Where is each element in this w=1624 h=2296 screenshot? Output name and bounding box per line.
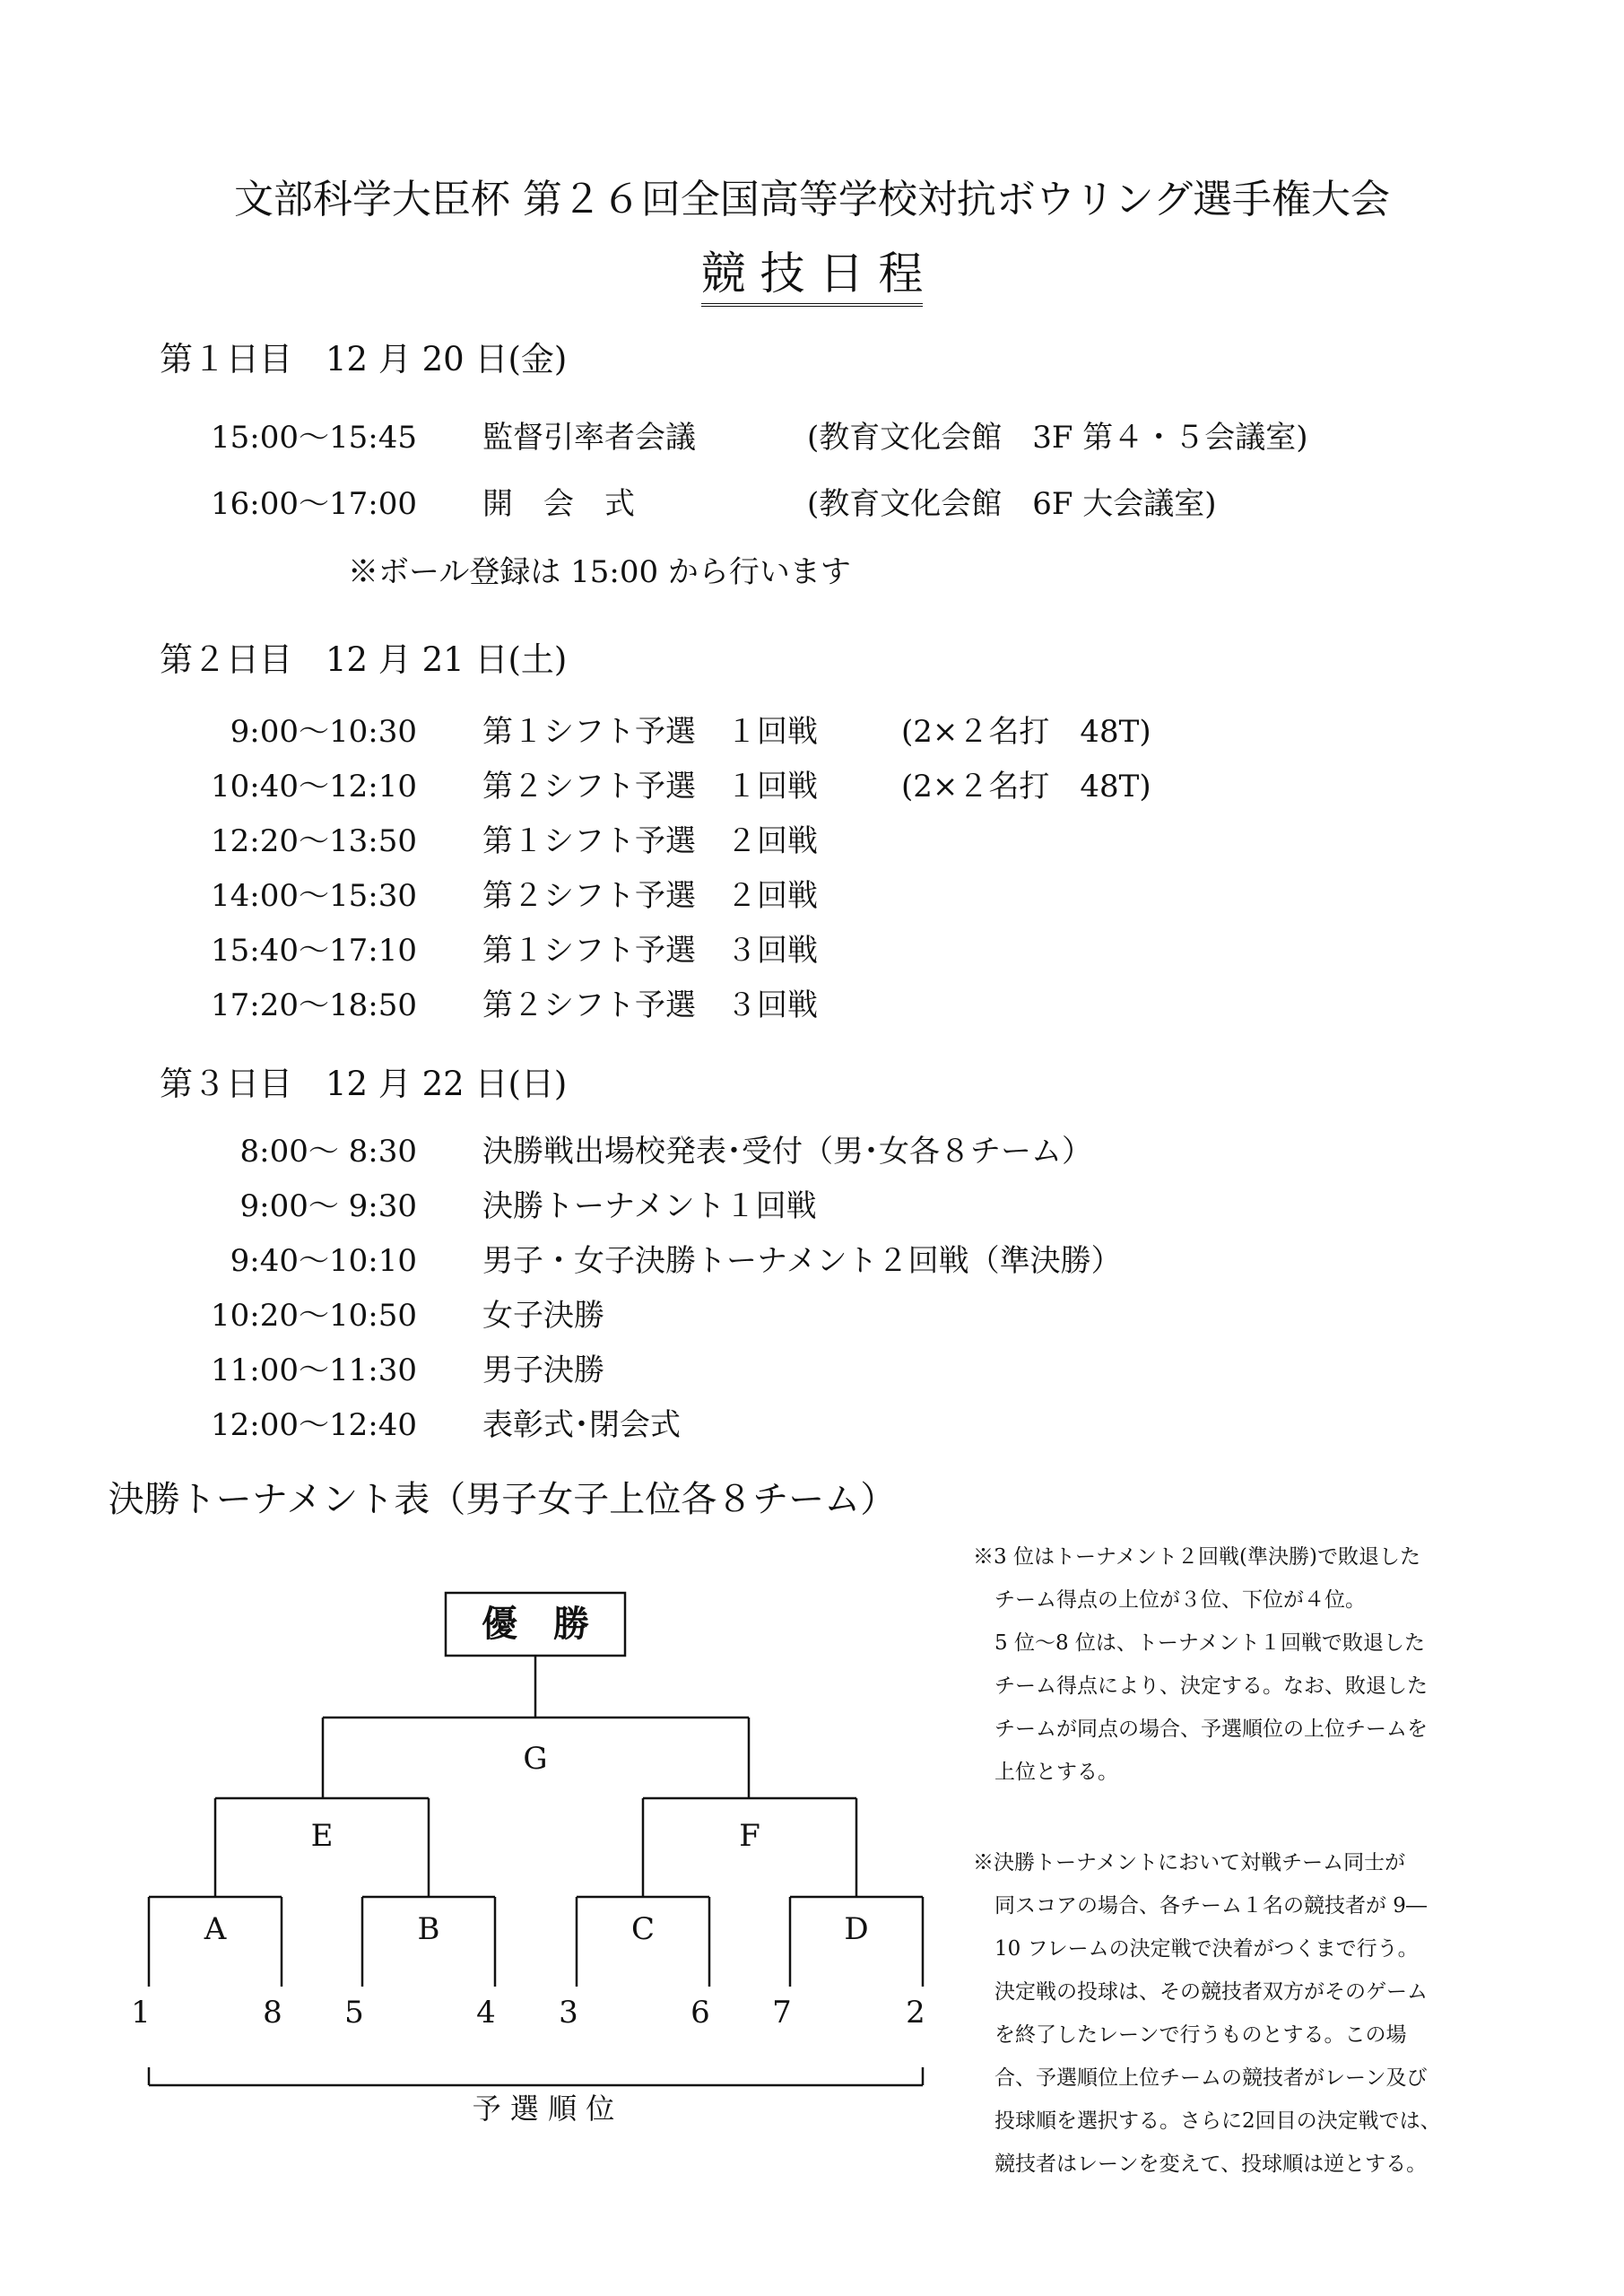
seed-label: 6 xyxy=(690,1995,710,2031)
seed-label: 3 xyxy=(559,1995,578,2031)
note-line: 5 位～8 位は、トーナメント１回戦で敗退した xyxy=(994,1631,1425,1655)
day3-row-event: 表彰式･閉会式 xyxy=(482,1407,681,1443)
note-line: ※決勝トーナメントにおいて対戦チーム同士が xyxy=(973,1851,1406,1874)
day3-heading: 第３日目 12 月 22 日(日) xyxy=(160,1065,568,1103)
page-subtitle xyxy=(0,238,1624,302)
node-g: G xyxy=(523,1741,548,1777)
note-line: 10 フレームの決定戦で決着がつくまで行う。 xyxy=(994,1937,1419,1961)
day1-heading: 第１日目 12 月 20 日(金) xyxy=(160,340,568,378)
day2-row-event: 第１シフト予選 ３回戦 xyxy=(482,933,818,969)
day1-row-event: 監督引率者会議 xyxy=(482,420,696,456)
note-line: チームが同点の場合、予選順位の上位チームを xyxy=(994,1718,1428,1741)
day3-row-time: 9:00～ 9:30 xyxy=(239,1188,417,1224)
node-d: D xyxy=(844,1911,869,1947)
seed-label: 8 xyxy=(263,1995,282,2031)
day3-row-event: 男子・女子決勝トーナメント２回戦（準決勝） xyxy=(482,1243,1122,1279)
day2-row-time: 9:00～10:30 xyxy=(230,714,417,750)
tiebreak-note xyxy=(973,1841,1475,2186)
note-line: ※3 位はトーナメント２回戦(準決勝)で敗退した xyxy=(973,1545,1420,1569)
day2-row-time: 15:40～17:10 xyxy=(211,933,417,969)
winner-label: 優 勝 xyxy=(482,1603,589,1645)
day3-row-event: 男子決勝 xyxy=(482,1352,604,1388)
note-line: チーム得点により、決定する。なお、敗退した xyxy=(994,1674,1428,1698)
day3-row-event: 女子決勝 xyxy=(482,1298,604,1334)
seed-label: 4 xyxy=(476,1995,496,2031)
note-line: 競技者はレーンを変えて、投球順は逆とする。 xyxy=(994,2152,1428,2176)
day3-row-event: 決勝戦出場校発表･受付（男･女各８チーム） xyxy=(482,1134,1092,1170)
seed-label: 1 xyxy=(131,1995,151,2031)
day1-row-time: 15:00～15:45 xyxy=(211,420,417,456)
ranking-note xyxy=(973,1535,1475,1794)
day2-row-time: 12:20～13:50 xyxy=(211,823,417,859)
day2-row-event: 第２シフト予選 ３回戦 xyxy=(482,987,818,1023)
day2-row-event: 第１シフト予選 １回戦 xyxy=(482,714,818,750)
day3-row-time: 12:00～12:40 xyxy=(211,1407,417,1443)
day2-row-event: 第２シフト予選 １回戦 xyxy=(482,769,818,804)
day3-row-time: 9:40～10:10 xyxy=(230,1243,417,1279)
node-c: C xyxy=(630,1911,656,1947)
day1-row-event: 開 会 式 xyxy=(482,486,635,522)
seed-label: 5 xyxy=(344,1995,364,2031)
day2-row-event: 第１シフト予選 ２回戦 xyxy=(482,823,818,859)
day1-row-location: (教育文化会館 6F 大会議室) xyxy=(807,486,1217,522)
day2-row-time: 17:20～18:50 xyxy=(211,987,417,1023)
day3-row-event: 決勝トーナメント１回戦 xyxy=(482,1188,817,1224)
subtitle-text: 競 技 日 程 xyxy=(701,248,924,307)
day3-row-time: 10:20～10:50 xyxy=(211,1298,417,1334)
tournament-bracket xyxy=(0,1561,968,2135)
qualifying-rank-label: 予 選 順 位 xyxy=(472,2092,615,2126)
note-line: を終了したレーンで行うものとする。この場 xyxy=(994,2023,1407,2047)
day3-row-time: 8:00～ 8:30 xyxy=(239,1134,417,1170)
day2-row-extra: (2×２名打 48T) xyxy=(901,769,1151,804)
page-title: 文部科学大臣杯 第２６回全国高等学校対抗ボウリング選手権大会 xyxy=(233,177,1391,222)
day2-heading: 第２日目 12 月 21 日(土) xyxy=(160,640,568,679)
day2-row-time: 14:00～15:30 xyxy=(211,878,417,914)
day2-row-extra: (2×２名打 48T) xyxy=(901,714,1151,750)
note-line: 合、予選順位上位チームの競技者がレーン及び xyxy=(994,2066,1428,2090)
note-line: チーム得点の上位が３位、下位が４位。 xyxy=(994,1588,1366,1612)
bracket-title: 決勝トーナメント表（男子女子上位各８チーム） xyxy=(108,1479,897,1520)
note-line: 決定戦の投球は、その競技者双方がそのゲーム xyxy=(994,1980,1428,2004)
node-a: A xyxy=(204,1911,227,1947)
note-line: 投球順を選択する。さらに2回目の決定戦では、 xyxy=(994,2109,1441,2133)
seed-label: 2 xyxy=(906,1995,925,2031)
day2-row-time: 10:40～12:10 xyxy=(211,769,417,804)
day1-note: ※ボール登録は 15:00 から行います xyxy=(348,554,851,590)
day1-row-location: (教育文化会館 3F 第４・５会議室) xyxy=(807,420,1308,456)
day3-row-time: 11:00～11:30 xyxy=(211,1352,417,1388)
node-e: E xyxy=(310,1818,334,1854)
seed-label: 7 xyxy=(772,1995,792,2031)
node-b: B xyxy=(417,1911,440,1947)
day1-row-time: 16:00～17:00 xyxy=(211,486,417,522)
node-f: F xyxy=(739,1818,760,1854)
day2-row-event: 第２シフト予選 ２回戦 xyxy=(482,878,818,914)
note-line: 同スコアの場合、各チーム１名の競技者が 9― xyxy=(994,1894,1427,1918)
note-line: 上位とする。 xyxy=(994,1761,1118,1784)
